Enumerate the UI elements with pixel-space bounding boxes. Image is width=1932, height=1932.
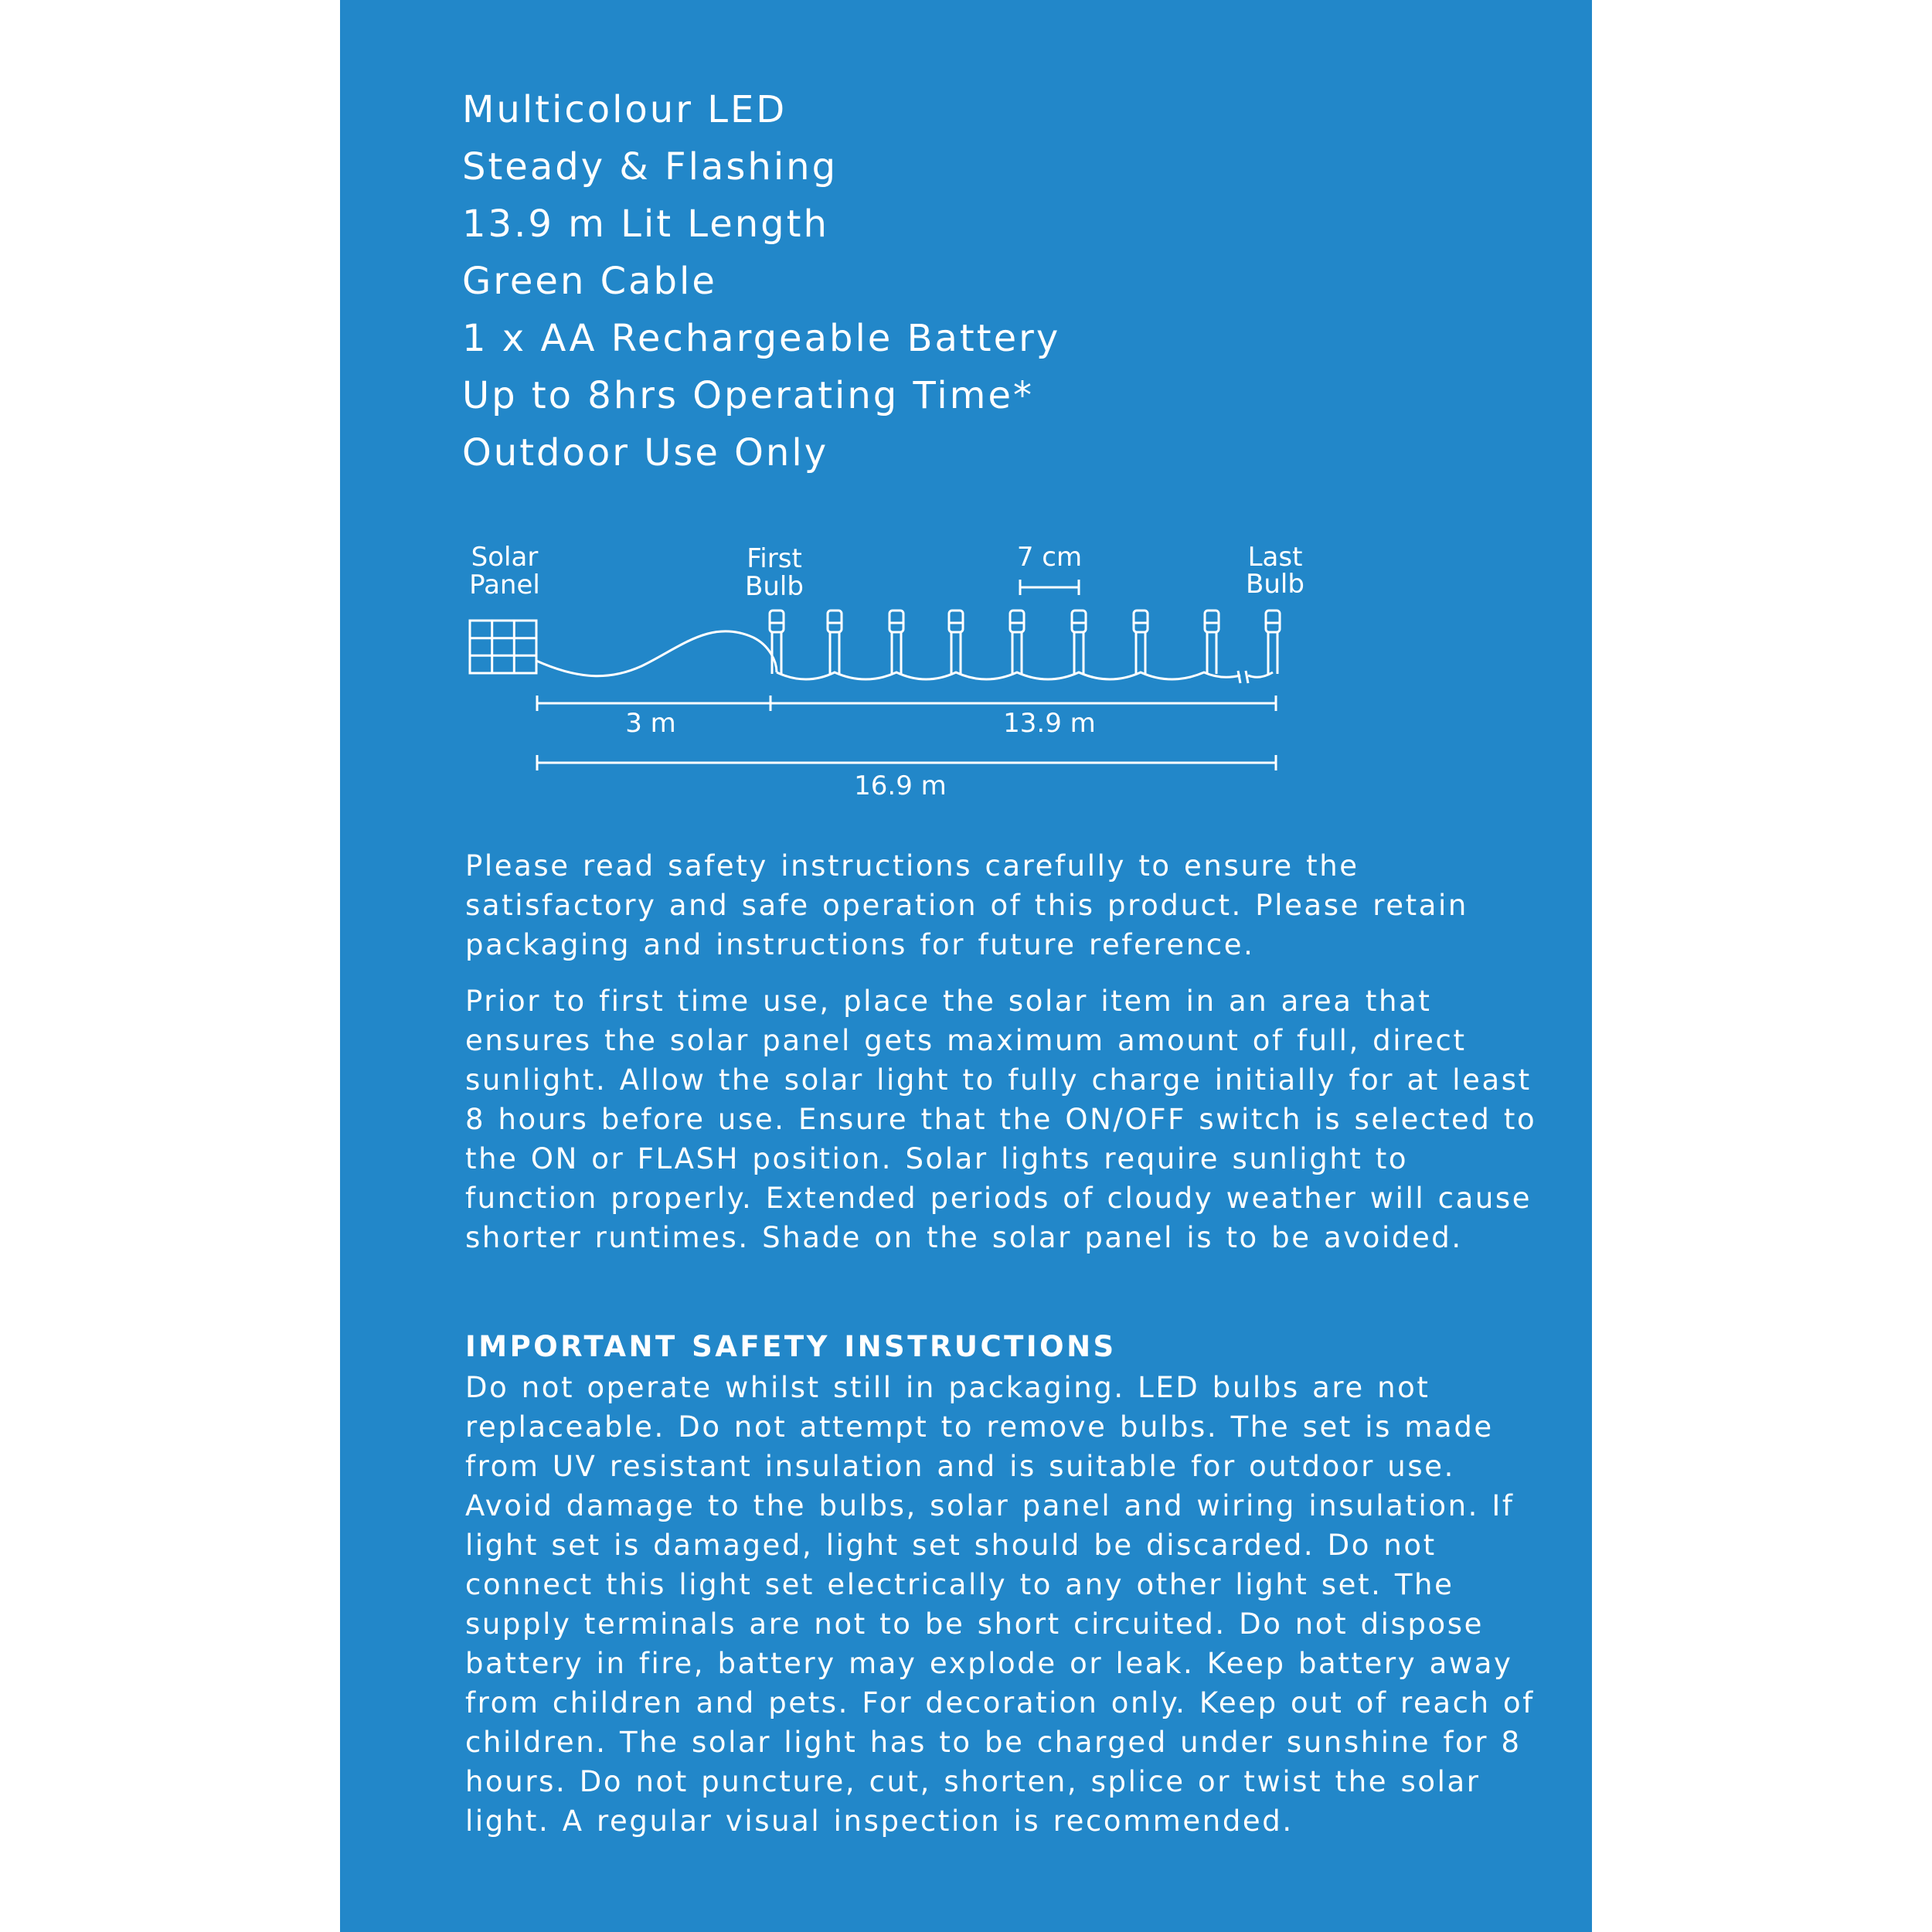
bulb-icon [949,611,963,674]
bulb-icon [1010,611,1024,674]
light-string-diagram [340,0,1592,850]
solar-panel-label-line2: Panel [469,570,540,600]
solar-panel-label-line1: Solar [471,542,539,573]
usage-paragraph: Prior to first time use, place the solar item in an area that ensures the solar panel gets maximum amount of full, direct sunlight. Allow the solar light to fully charge initially for at least 8 hours before use. Ensure that the ON/OFF switch is selected to the ON or FLASH position. Solar lights require sunlight to function properly. Extended periods of cloudy weather will cause shorter runtimes. Shade on the solar panel is to be avoided. [465,985,1537,1254]
cable-break-icon [1238,671,1248,683]
feature-item: 1 x AA Rechargeable Battery [462,317,1061,360]
bulb-icon [1134,611,1148,674]
lead-cable [536,631,777,676]
intro-paragraph: Please read safety instructions carefully to ensure the satisfactory and safe operation of this product. Please retain packaging and instructions for future reference. [465,849,1468,961]
last-bulb-label-line1: Last [1247,542,1303,573]
bulb-icons [770,611,1280,674]
safety-section [465,1328,1547,1841]
feature-item: Green Cable [462,260,717,303]
bulb-spacing-indicator [1020,580,1079,595]
lead-length-label: 3 m [625,708,676,739]
feature-item: Outdoor Use Only [462,431,829,474]
feature-item: Multicolour LED [462,88,787,131]
bulb-icon [889,611,903,674]
bulb-icon [1205,611,1219,674]
feature-item: Steady & Flashing [462,145,838,189]
bulb-icon [828,611,842,674]
safety-heading: IMPORTANT SAFETY INSTRUCTIONS [465,1330,1117,1363]
bulb-icon [1266,611,1280,674]
safety-text: Do not operate whilst still in packaging. LED bulbs are not replaceable. Do not attempt to remove bulbs. The set is made from UV resistant insulation and is suitable for outdoor use. Avoid damage to the bulbs, solar panel and wiring insulation. If light set is damaged, light set should be discarded. Do not connect this light set electrically to any other light set. The supply terminals are not to be short circuited. Do not dispose battery in fire, battery may explode or leak. Keep battery away from children and pets. For decoration only. Keep out of reach of children. The solar light has to be charged under sunshine for 8 hours. Do not puncture, cut, shorten, splice or twist the solar light. A regular visual inspection is recommended. [465,1371,1535,1838]
first-bulb-label-line1: First [747,543,802,574]
feature-item: 13.9 m Lit Length [462,202,829,246]
lit-cable [777,672,1273,679]
last-bulb-label-line2: Bulb [1246,569,1304,600]
instruction-panel [340,0,1592,1932]
total-length-label: 16.9 m [854,770,947,801]
bulb-icon [1072,611,1086,674]
bulb-spacing-label: 7 cm [1016,542,1083,573]
solar-panel-icon [470,621,536,673]
feature-item: Up to 8hrs Operating Time* [462,374,1034,417]
first-bulb-label-line2: Bulb [745,571,804,602]
lit-length-label: 13.9 m [1003,708,1096,739]
